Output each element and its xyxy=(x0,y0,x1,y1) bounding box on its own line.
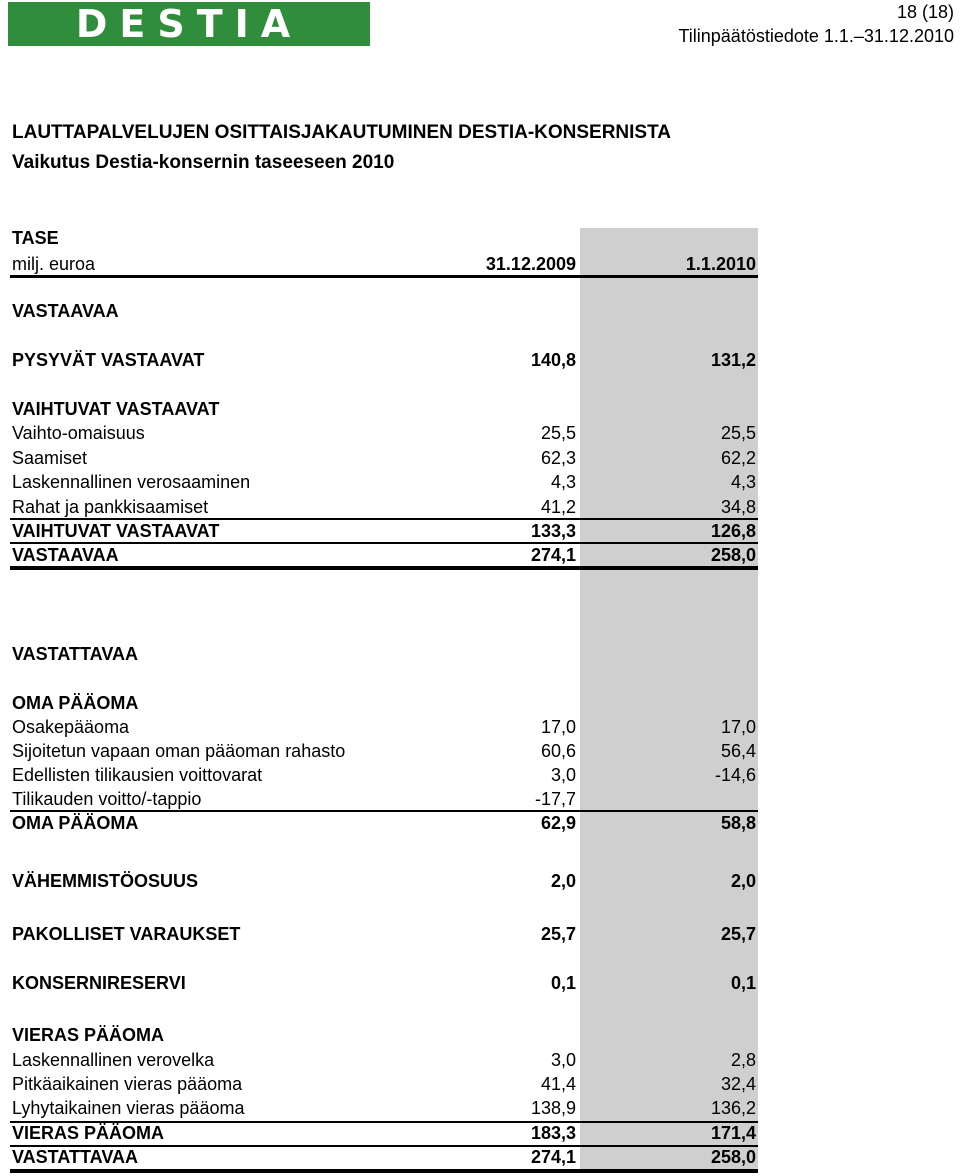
table-row xyxy=(10,788,758,811)
row-label: Osakepääoma xyxy=(12,717,130,737)
row-label: OMA PÄÄOMA xyxy=(12,813,139,833)
value-2009: 25,7 xyxy=(540,924,576,944)
row-label: VÄHEMMISTÖOSUUS xyxy=(12,871,199,891)
column-header-row xyxy=(10,253,758,276)
value-2010: 126,8 xyxy=(710,521,756,541)
value-2009: 17,0 xyxy=(540,717,576,737)
divider-liabilities-total xyxy=(10,1145,758,1147)
document-title: LAUTTAPALVELUJEN OSITTAISJAKAUTUMINEN DESTIA-KONSERNISTA xyxy=(12,122,672,143)
row-label: Rahat ja pankkisaamiset xyxy=(12,497,209,517)
report-title: Tilinpäätöstiedote 1.1.–31.12.2010 xyxy=(678,26,954,46)
divider-table-end xyxy=(10,1169,758,1173)
value-2010: -14,6 xyxy=(714,765,756,785)
table-row xyxy=(10,496,758,519)
row-label: VASTAAVAA xyxy=(12,545,119,565)
value-2010: 171,4 xyxy=(710,1123,756,1143)
divider-assets-total xyxy=(10,542,758,544)
table-row xyxy=(10,1122,758,1145)
row-label: VASTAAVAA xyxy=(12,301,119,321)
value-2009: 60,6 xyxy=(540,741,576,761)
table-row xyxy=(10,471,758,494)
table-row xyxy=(10,692,758,715)
row-label: VAIHTUVAT VASTAAVAT xyxy=(12,399,220,419)
value-2010: 62,2 xyxy=(720,448,756,468)
table-row xyxy=(10,520,758,543)
unit-label: milj. euroa xyxy=(12,254,96,274)
row-label: VIERAS PÄÄOMA xyxy=(12,1025,165,1045)
value-2010: 32,4 xyxy=(720,1074,756,1094)
table-row xyxy=(10,643,758,666)
table-heading-row xyxy=(10,227,758,250)
row-label: PAKOLLISET VARAUKSET xyxy=(12,924,241,944)
row-label: Lyhytaikainen vieras pääoma xyxy=(12,1098,245,1118)
row-label: Vaihto-omaisuus xyxy=(12,423,145,443)
table-row xyxy=(10,870,758,893)
row-label: KONSERNIRESERVI xyxy=(12,973,186,993)
value-2010: 25,5 xyxy=(720,423,756,443)
table-heading: TASE xyxy=(12,228,59,248)
value-2010: 17,0 xyxy=(720,717,756,737)
value-2010: 258,0 xyxy=(710,1147,756,1167)
value-2010: 131,2 xyxy=(710,350,756,370)
table-row xyxy=(10,544,758,567)
table-row xyxy=(10,764,758,787)
row-label: VASTATTAVAA xyxy=(12,644,138,664)
value-2009: 140,8 xyxy=(530,350,576,370)
divider-liabilities xyxy=(10,1121,758,1123)
value-2009: 0,1 xyxy=(550,973,576,993)
row-label: Tilikauden voitto/-tappio xyxy=(12,789,202,809)
table-row xyxy=(10,1024,758,1047)
value-2009: 274,1 xyxy=(530,1147,576,1167)
table-row xyxy=(10,972,758,995)
value-2009: 3,0 xyxy=(550,1050,576,1070)
value-2009: 3,0 xyxy=(550,765,576,785)
row-label: OMA PÄÄOMA xyxy=(12,693,139,713)
value-2010: 4,3 xyxy=(730,472,756,492)
table-row xyxy=(10,398,758,421)
table-row xyxy=(10,1073,758,1096)
value-2009: 4,3 xyxy=(550,472,576,492)
value-2009: 2,0 xyxy=(550,871,576,891)
table-row xyxy=(10,422,758,445)
value-2009: 41,4 xyxy=(540,1074,576,1094)
table-row xyxy=(10,1049,758,1072)
value-2010: 56,4 xyxy=(720,741,756,761)
row-label: Laskennallinen verosaaminen xyxy=(12,472,251,492)
row-label: VAIHTUVAT VASTAAVAT xyxy=(12,521,220,541)
table-row xyxy=(10,1146,758,1169)
row-label: Edellisten tilikausien voittovarat xyxy=(12,765,263,785)
value-2009: 25,5 xyxy=(540,423,576,443)
table-row xyxy=(10,923,758,946)
value-2010: 2,8 xyxy=(730,1050,756,1070)
value-2010: 258,0 xyxy=(710,545,756,565)
value-2009: 62,9 xyxy=(540,813,576,833)
table-row xyxy=(10,740,758,763)
row-label: VASTATTAVAA xyxy=(12,1147,138,1167)
row-label: Saamiset xyxy=(12,448,88,468)
value-2009: -17,7 xyxy=(534,789,576,809)
row-label: Laskennallinen verovelka xyxy=(12,1050,215,1070)
table-row xyxy=(10,447,758,470)
value-2009: 183,3 xyxy=(530,1123,576,1143)
value-2010: 34,8 xyxy=(720,497,756,517)
value-2010: 0,1 xyxy=(730,973,756,993)
table-row xyxy=(10,1097,758,1120)
destia-logo: DESTIA xyxy=(8,2,370,46)
value-2010: 2,0 xyxy=(730,871,756,891)
value-2009: 274,1 xyxy=(530,545,576,565)
page-number: 18 (18) xyxy=(896,2,954,22)
header-divider xyxy=(10,275,758,278)
value-2009: 133,3 xyxy=(530,521,576,541)
value-2010: 58,8 xyxy=(720,813,756,833)
value-2009: 138,9 xyxy=(530,1098,576,1118)
row-label: PYSYVÄT VASTAAVAT xyxy=(12,350,205,370)
row-label: Sijoitetun vapaan oman pääoman rahasto xyxy=(12,741,346,761)
row-label: Pitkäaikainen vieras pääoma xyxy=(12,1074,243,1094)
column-header-2009: 31.12.2009 xyxy=(485,254,576,274)
value-2010: 136,2 xyxy=(710,1098,756,1118)
value-2009: 41,2 xyxy=(540,497,576,517)
divider-assets-end xyxy=(10,566,758,570)
table-row xyxy=(10,716,758,739)
table-row xyxy=(10,349,758,372)
column-header-2010: 1.1.2010 xyxy=(685,254,756,274)
document-subtitle: Vaikutus Destia-konsernin taseeseen 2010 xyxy=(12,152,395,173)
value-2010: 25,7 xyxy=(720,924,756,944)
divider-current-assets xyxy=(10,518,758,520)
value-2009: 62,3 xyxy=(540,448,576,468)
table-row xyxy=(10,812,758,835)
divider-equity xyxy=(10,810,758,812)
table-row xyxy=(10,300,758,323)
row-label: VIERAS PÄÄOMA xyxy=(12,1123,165,1143)
